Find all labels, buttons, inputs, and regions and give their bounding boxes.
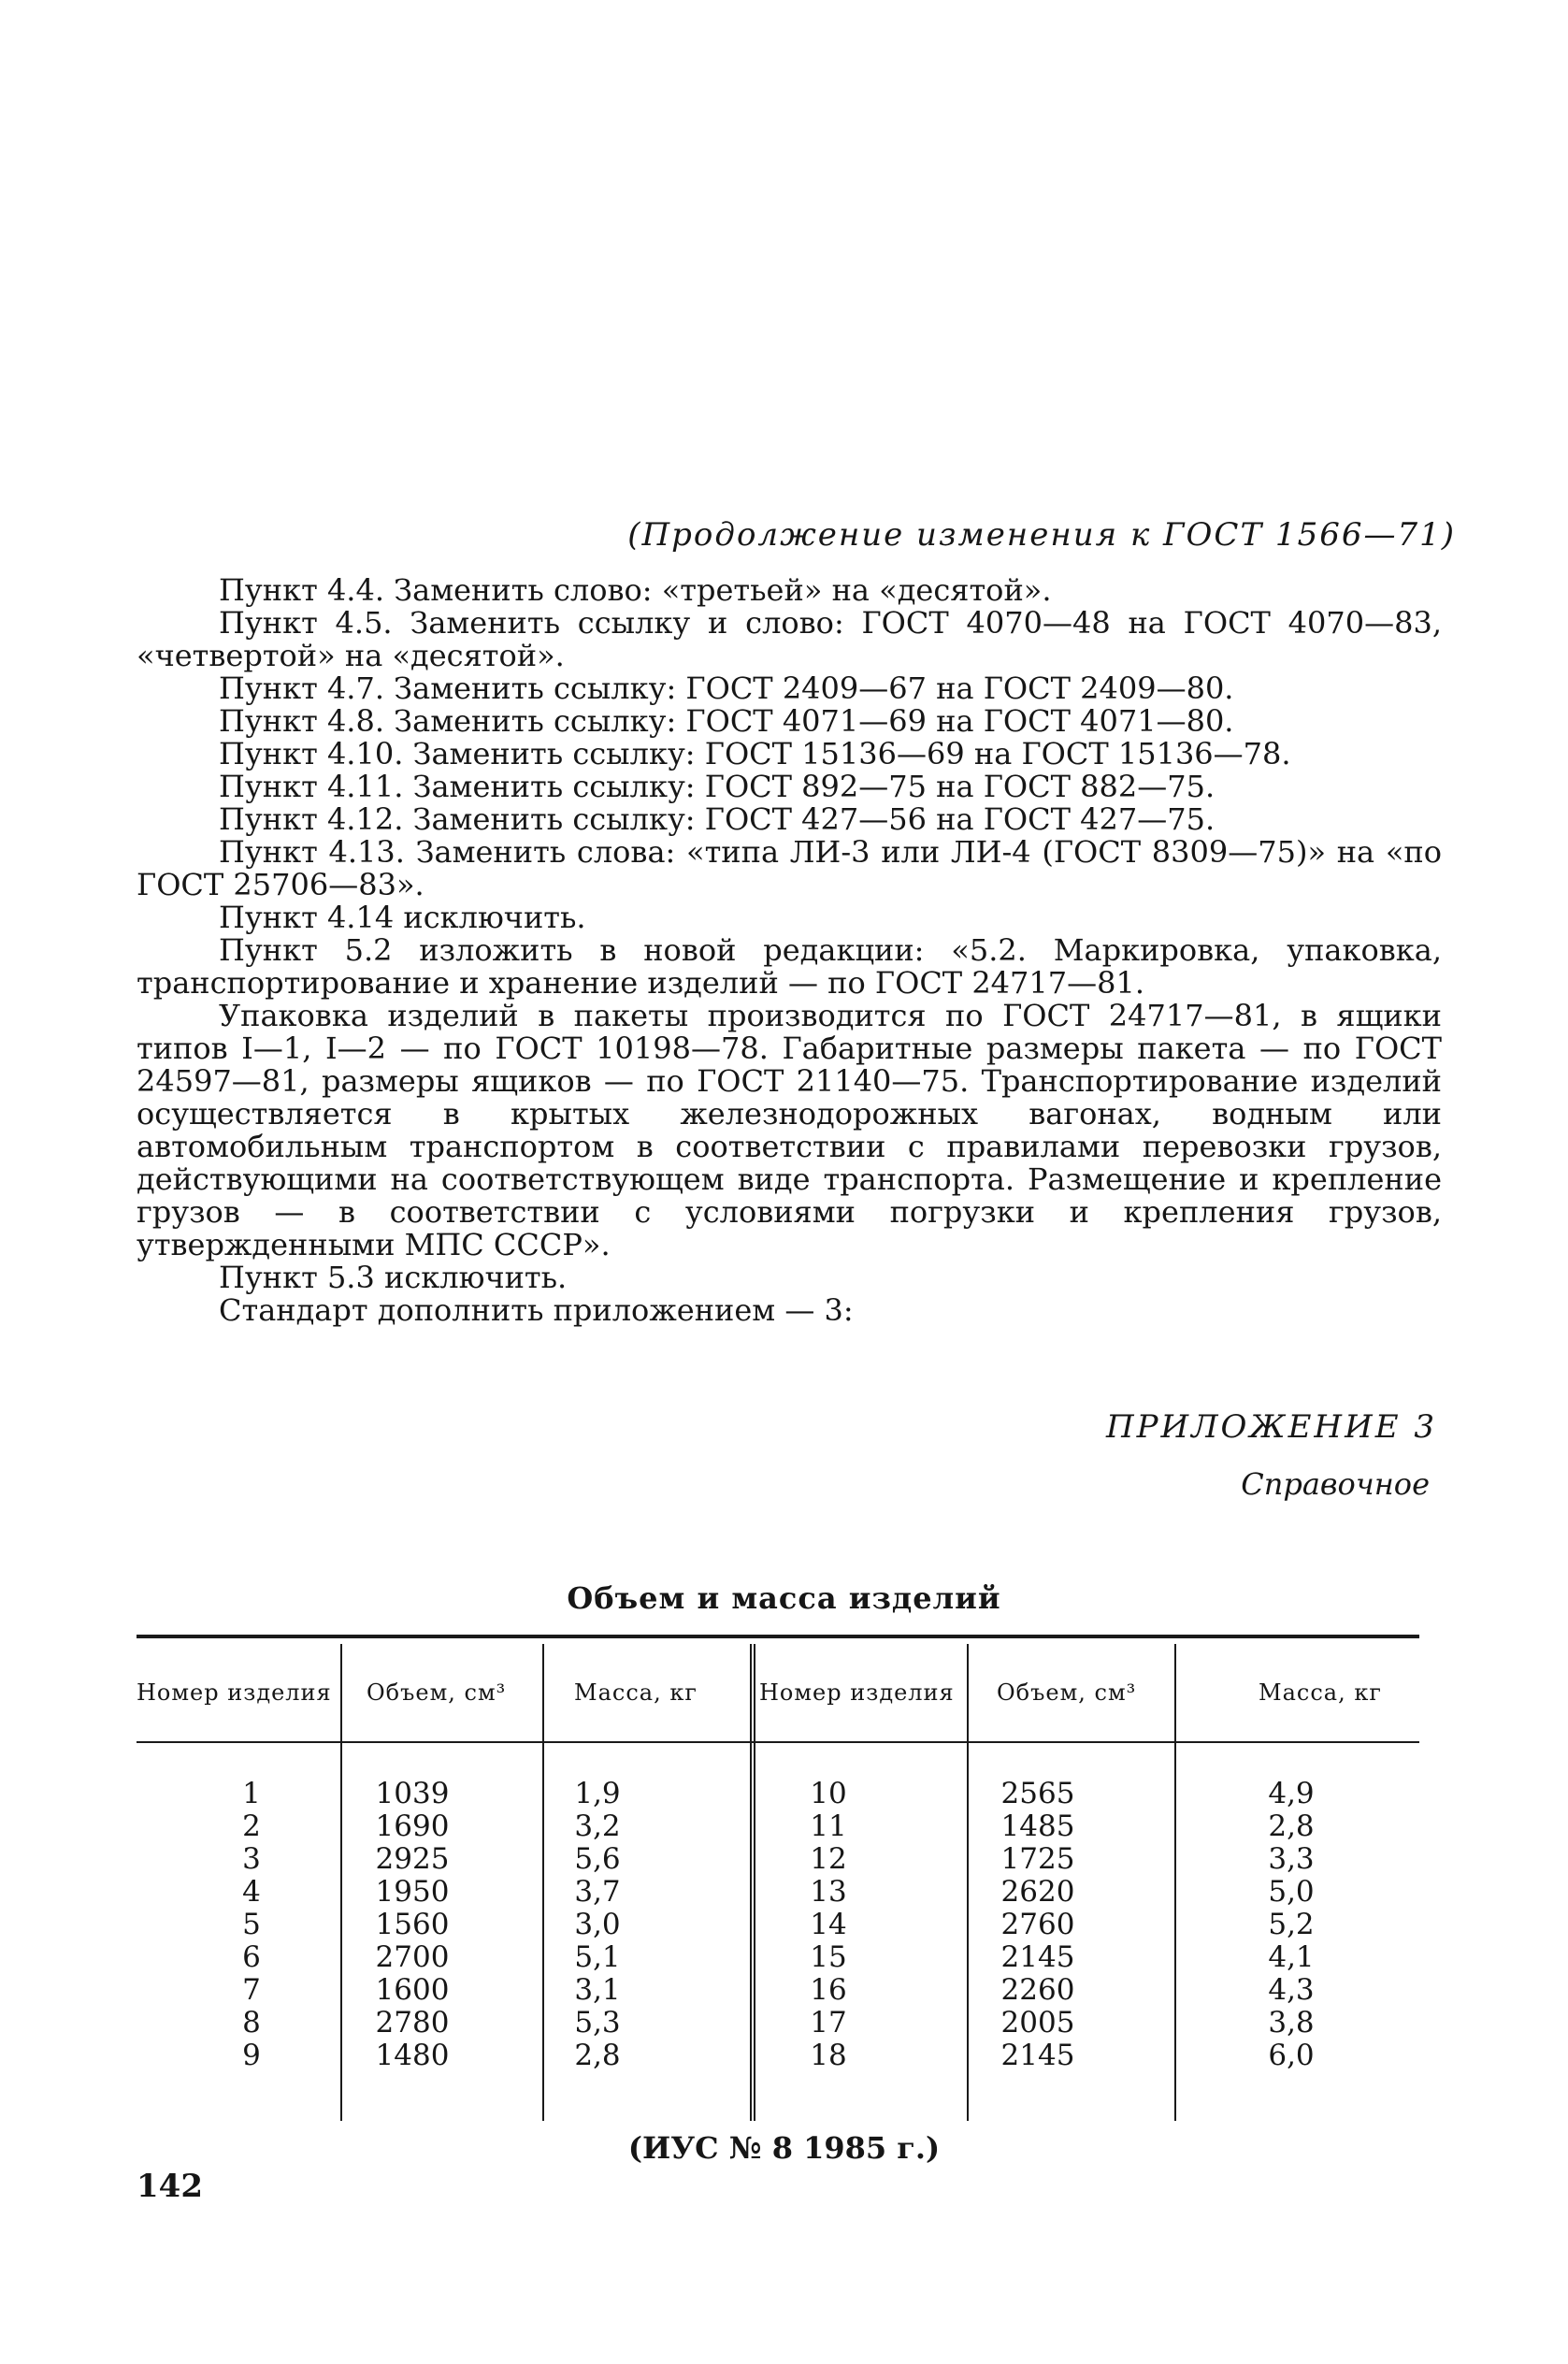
cell-mass: 5,2 [1268, 1908, 1315, 1941]
cell-mass: 2,8 [574, 2039, 621, 2072]
cell-item-number: 1 [242, 1777, 261, 1810]
paragraph: Стандарт дополнить приложением — 3: [219, 1292, 854, 1328]
cell-mass: 5,0 [1268, 1875, 1315, 1909]
cell-item-number: 11 [810, 1809, 847, 1843]
table-row [137, 1875, 1419, 1908]
header-mass: Масса, кг [1259, 1679, 1382, 1706]
paragraph: Пункт 4.4. Заменить слово: «третьей» на «десятой». [219, 572, 1052, 608]
cell-mass: 1,9 [574, 1777, 621, 1810]
header-volume: Объем, см³ [997, 1679, 1137, 1706]
paragraph: Пункт 4.10. Заменить ссылку: ГОСТ 15136—69 на ГОСТ 15136—78. [219, 736, 1291, 771]
ius-reference: (ИУС № 8 1985 г.) [627, 2130, 941, 2166]
paragraph: Упаковка изделий в пакеты производится по ГОСТ 24717—81, в ящики типов I—1, I—2 — по ГОСТ 10198—78. Габаритные размеры пакета — по ГОСТ 24597—81, размеры ящиков — по ГОСТ 21140—75. Транспортирование изделий осуществляется в крытых железнодорожных вагонах, водным или автомобильным транспортом в соответствии с правилами перевозки грузов, действующими на соответствующем виде транспорта. Размещение и крепление грузов — в соответствии с условиями погрузки и крепления грузов, утвержденными МПС СССР». [137, 998, 1442, 1262]
header-item-number: Номер изделия [137, 1679, 332, 1706]
cell-volume: 1039 [375, 1777, 450, 1810]
cell-volume: 2005 [1000, 2006, 1075, 2040]
cell-item-number: 14 [810, 1908, 847, 1941]
table-row [137, 1973, 1419, 2006]
table-title: Объем и масса изделий [567, 1580, 1001, 1616]
cell-mass: 4,1 [1268, 1940, 1315, 1974]
cell-volume: 1560 [375, 1908, 450, 1941]
cell-volume: 2760 [1000, 1908, 1075, 1941]
cell-volume: 2145 [1000, 2039, 1075, 2072]
table-row [137, 2006, 1419, 2039]
cell-item-number: 2 [242, 1809, 261, 1843]
cell-item-number: 17 [810, 2006, 847, 2040]
cell-item-number: 7 [242, 1973, 261, 2007]
header-item-number: Номер изделия [759, 1679, 955, 1706]
cell-mass: 3,3 [1268, 1842, 1315, 1876]
cell-mass: 4,3 [1268, 1973, 1315, 2007]
amendment-text [137, 574, 1442, 1327]
cell-item-number: 18 [810, 2039, 847, 2072]
table-row [137, 1809, 1419, 1842]
header-volume: Объем, см³ [367, 1679, 507, 1706]
cell-volume: 1690 [375, 1809, 450, 1843]
cell-mass: 6,0 [1268, 2039, 1315, 2072]
cell-volume: 2700 [375, 1940, 450, 1974]
cell-item-number: 9 [242, 2039, 261, 2072]
cell-item-number: 5 [242, 1908, 261, 1941]
table-header-rule [137, 1741, 1419, 1743]
paragraph: Пункт 4.7. Заменить ссылку: ГОСТ 2409—67 на ГОСТ 2409—80. [219, 670, 1234, 706]
table-row [137, 2039, 1419, 2071]
cell-mass: 3,0 [574, 1908, 621, 1941]
cell-volume: 1480 [375, 2039, 450, 2072]
cell-mass: 3,8 [1268, 2006, 1315, 2040]
cell-mass: 3,7 [574, 1875, 621, 1909]
table-row [137, 1777, 1419, 1809]
cell-item-number: 6 [242, 1940, 261, 1974]
paragraph: Пункт 4.11. Заменить ссылку: ГОСТ 892—75 на ГОСТ 882—75. [219, 769, 1216, 804]
cell-mass: 4,9 [1268, 1777, 1315, 1810]
table-top-rule [137, 1635, 1419, 1638]
cell-item-number: 16 [810, 1973, 847, 2007]
cell-volume: 2145 [1000, 1940, 1075, 1974]
paragraph: Пункт 4.14 исключить. [219, 900, 586, 935]
cell-volume: 1950 [375, 1875, 450, 1909]
cell-volume: 1600 [375, 1973, 450, 2007]
cell-volume: 1485 [1000, 1809, 1075, 1843]
appendix-subtitle: Справочное [1241, 1466, 1430, 1502]
cell-mass: 3,2 [574, 1809, 621, 1843]
appendix-title: ПРИЛОЖЕНИЕ 3 [1105, 1408, 1437, 1446]
page-number: 142 [137, 2168, 203, 2205]
cell-mass: 3,1 [574, 1973, 621, 2007]
cell-mass: 2,8 [1268, 1809, 1315, 1843]
volume-mass-table [137, 1635, 1419, 2121]
paragraph: Пункт 4.12. Заменить ссылку: ГОСТ 427—56 на ГОСТ 427—75. [219, 801, 1216, 837]
cell-volume: 2620 [1000, 1875, 1075, 1909]
cell-item-number: 12 [810, 1842, 847, 1876]
cell-item-number: 3 [242, 1842, 261, 1876]
paragraph: Пункт 4.5. Заменить ссылку и слово: ГОСТ 4070—48 на ГОСТ 4070—83, «четвертой» на «десятой». [137, 605, 1442, 673]
cell-item-number: 4 [242, 1875, 261, 1909]
cell-mass: 5,6 [574, 1842, 621, 1876]
cell-volume: 1725 [1000, 1842, 1075, 1876]
cell-volume: 2260 [1000, 1973, 1075, 2007]
table-row [137, 1940, 1419, 1973]
paragraph: Пункт 4.13. Заменить слова: «типа ЛИ-3 или ЛИ-4 (ГОСТ 8309—75)» на «по ГОСТ 25706—83». [137, 834, 1442, 902]
table-row [137, 1842, 1419, 1875]
cell-item-number: 13 [810, 1875, 847, 1909]
cell-volume: 2565 [1000, 1777, 1075, 1810]
paragraph: Пункт 5.3 исключить. [219, 1260, 568, 1295]
cell-volume: 2925 [375, 1842, 450, 1876]
cell-item-number: 10 [810, 1777, 847, 1810]
header-mass: Масса, кг [574, 1679, 698, 1706]
cell-mass: 5,3 [574, 2006, 621, 2040]
paragraph: Пункт 5.2 изложить в новой редакции: «5.2. Маркировка, упаковка, транспортирование и хранение изделий — по ГОСТ 24717—81. [137, 932, 1442, 1001]
cell-volume: 2780 [375, 2006, 450, 2040]
paragraph: Пункт 4.8. Заменить ссылку: ГОСТ 4071—69 на ГОСТ 4071—80. [219, 703, 1234, 739]
continuation-header: (Продолжение изменения к ГОСТ 1566—71) [627, 516, 1456, 554]
table-body [137, 1777, 1419, 2071]
cell-item-number: 8 [242, 2006, 261, 2040]
table-row [137, 1908, 1419, 1940]
cell-mass: 5,1 [574, 1940, 621, 1974]
cell-item-number: 15 [810, 1940, 847, 1974]
